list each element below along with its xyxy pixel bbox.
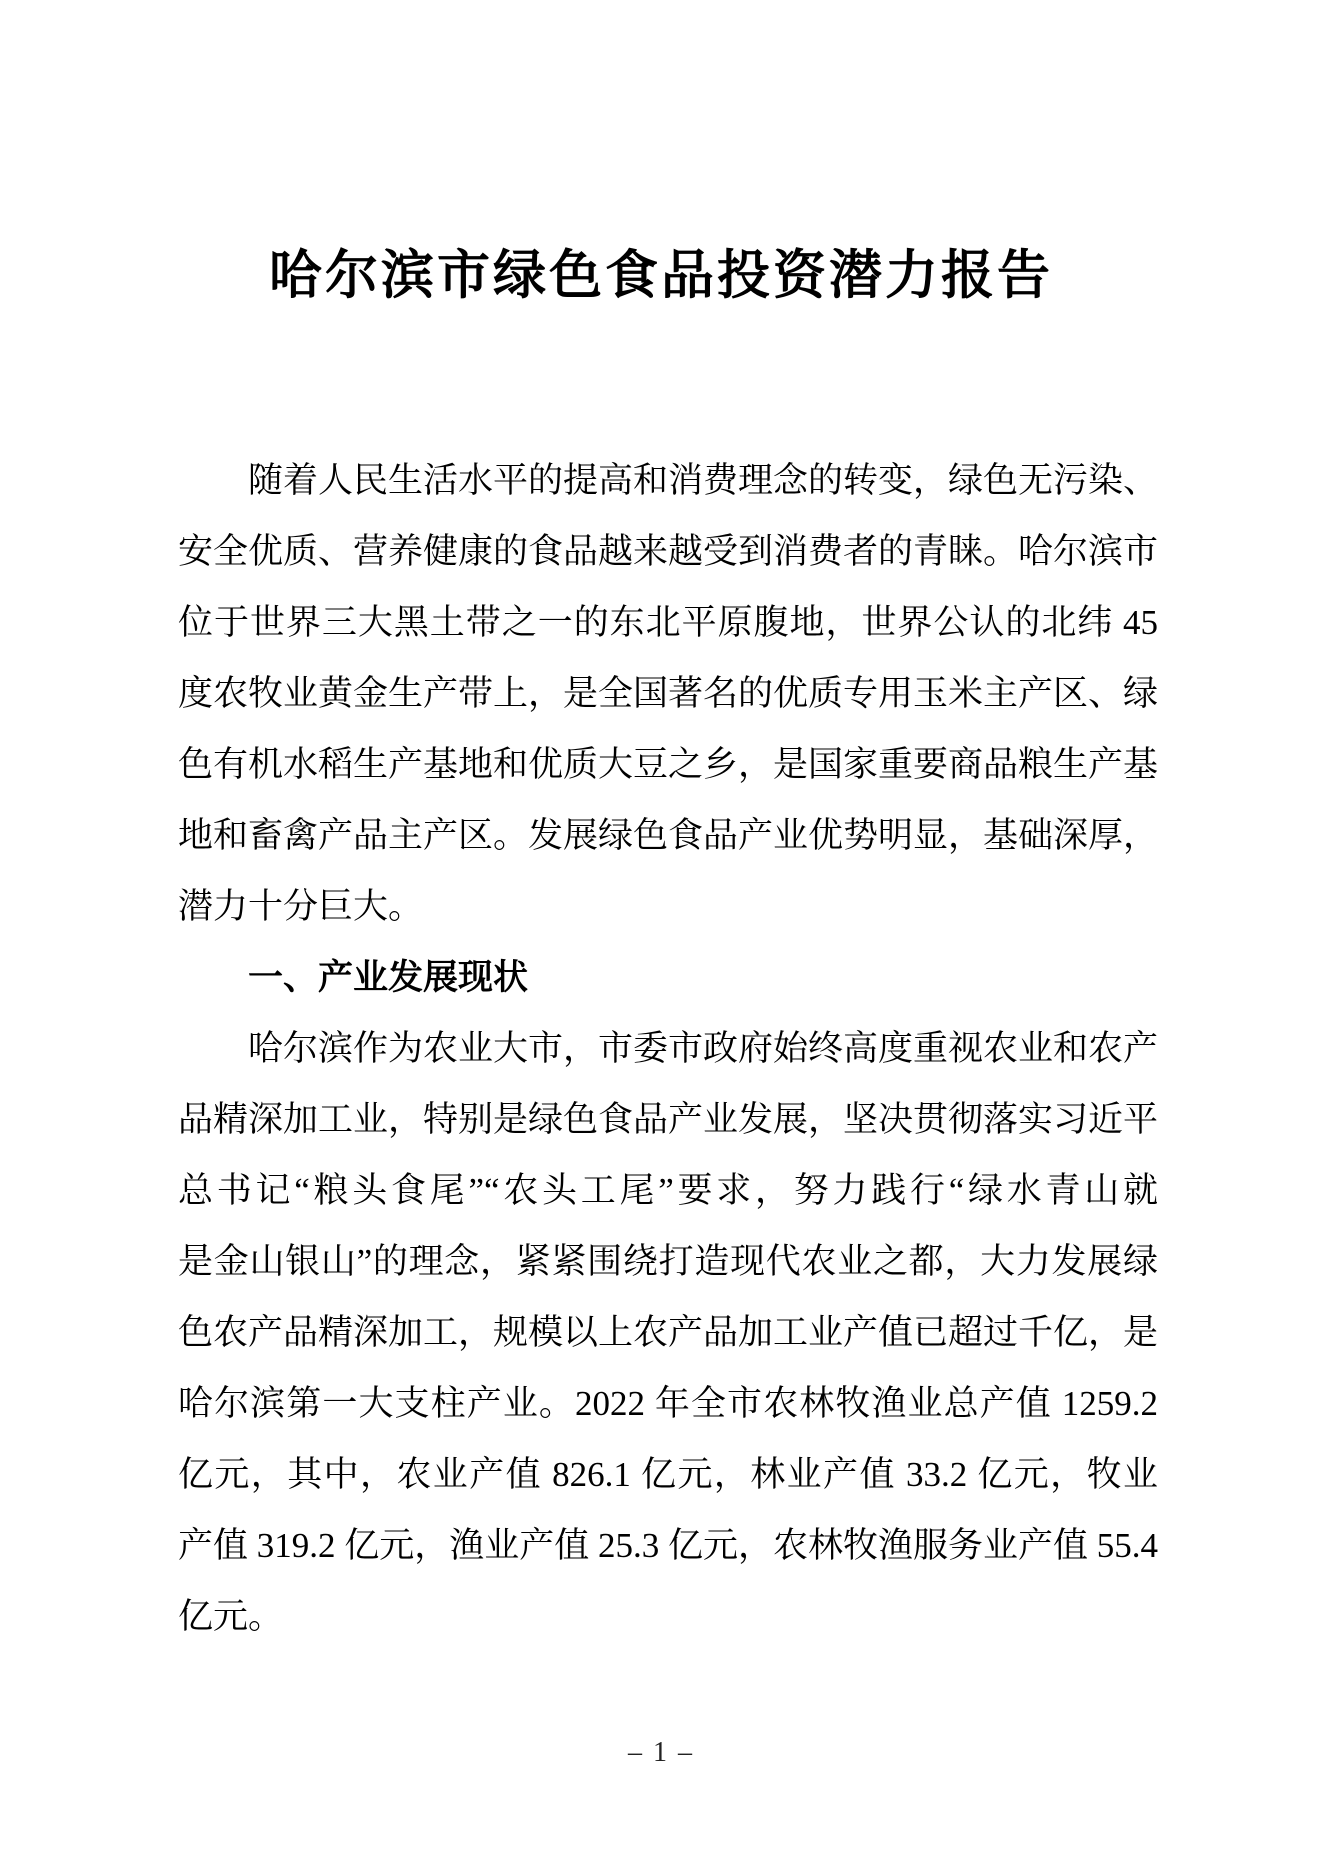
paragraph-industry-status bbox=[178, 1013, 1158, 1652]
text-line: 随着人民生活水平的提高和消费理念的转变，绿色无污染、 bbox=[248, 461, 1159, 500]
text-line: 亿元。 bbox=[178, 1597, 284, 1636]
text-line: 色农产品精深加工，规模以上农产品加工业产值已超过千亿，是 bbox=[178, 1313, 1159, 1352]
text-line: 位于世界三大黑土带之一的东北平原腹地，世界公认的北纬 45 bbox=[178, 603, 1158, 642]
text-line: 亿元，其中，农业产值 826.1 亿元，林业产值 33.2 亿元，牧业 bbox=[178, 1455, 1158, 1494]
text-line: 哈尔滨作为农业大市，市委市政府始终高度重视农业和农产 bbox=[248, 1029, 1159, 1068]
text-line: 度农牧业黄金生产带上，是全国著名的优质专用玉米主产区、绿 bbox=[178, 674, 1159, 713]
text-line: 潜力十分巨大。 bbox=[178, 887, 424, 926]
page-number: – 1 – bbox=[628, 1737, 694, 1768]
text-line: 安全优质、营养健康的食品越来越受到消费者的青睐。哈尔滨市 bbox=[178, 532, 1159, 571]
text-line: 产值 319.2 亿元，渔业产值 25.3 亿元，农林牧渔服务业产值 55.4 bbox=[178, 1526, 1159, 1565]
text-line: 哈尔滨第一大支柱产业。2022 年全市农林牧渔业总产值 1259.2 bbox=[178, 1384, 1158, 1423]
paragraph-intro bbox=[178, 445, 1158, 942]
text-line: 品精深加工业，特别是绿色食品产业发展，坚决贯彻落实习近平 bbox=[178, 1100, 1159, 1139]
text-line: 地和畜禽产品主产区。发展绿色食品产业优势明显，基础深厚， bbox=[178, 816, 1159, 855]
text-line: 总书记“粮头食尾”“农头工尾”要求，努力践行“绿水青山就 bbox=[178, 1171, 1158, 1210]
document-title: 哈尔滨市绿色食品投资潜力报告 bbox=[269, 247, 1053, 305]
document-body bbox=[178, 445, 1158, 1652]
section-heading-industry-status: 一、产业发展现状 bbox=[248, 958, 529, 997]
text-line: 是金山银山”的理念，紧紧围绕打造现代农业之都，大力发展绿 bbox=[178, 1242, 1158, 1281]
text-line: 色有机水稻生产基地和优质大豆之乡，是国家重要商品粮生产基 bbox=[178, 745, 1159, 784]
